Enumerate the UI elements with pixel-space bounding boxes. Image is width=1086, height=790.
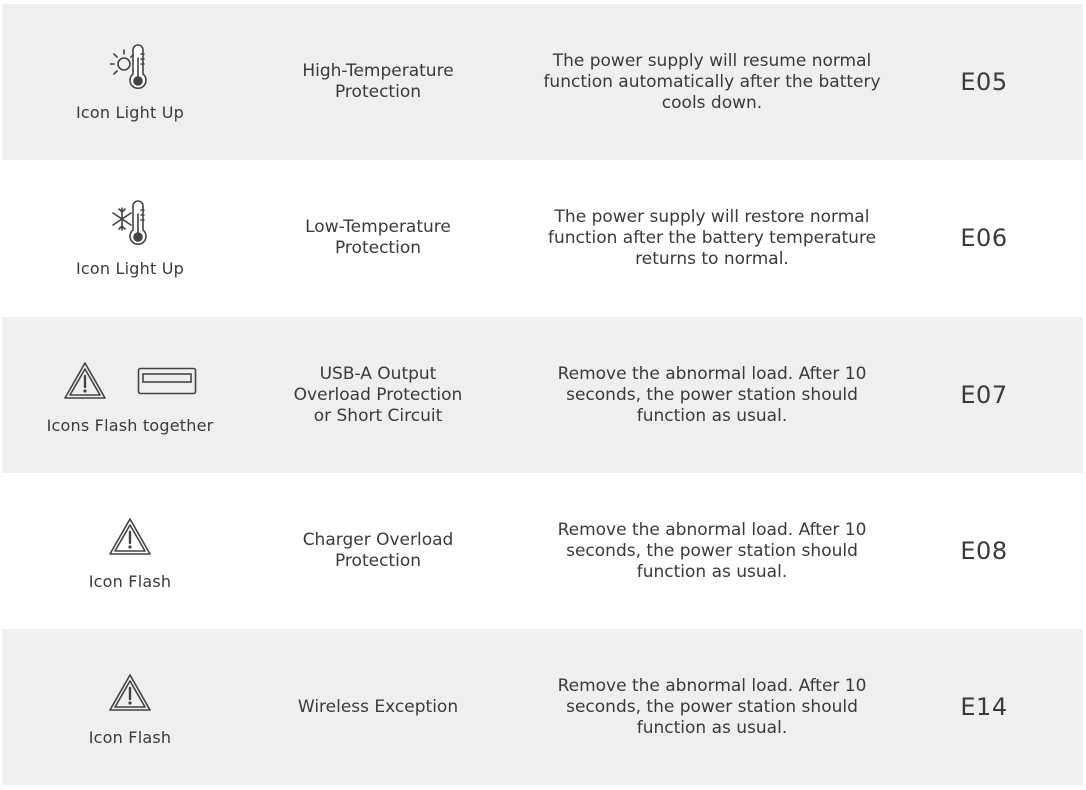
fault-text: High-Temperature Protection <box>302 61 454 102</box>
error-code: E07 <box>960 381 1008 409</box>
usb-a-port-icon <box>137 367 197 395</box>
thermometer-sun-icon <box>110 44 150 92</box>
indicator-cell <box>2 629 258 785</box>
indicator-cell <box>2 160 258 316</box>
solution-cell <box>520 473 904 629</box>
solution-text: Remove the abnormal load. After 10 seconds, the power station should function as usual. <box>557 363 867 426</box>
indicator-label: Icon Light Up <box>75 258 184 278</box>
warning-triangle-icon <box>63 361 107 401</box>
code-cell <box>904 317 1064 473</box>
fault-cell <box>258 160 498 316</box>
table-row <box>2 4 1083 160</box>
fault-cell <box>258 473 498 629</box>
fault-text: Charger Overload Protection <box>302 530 454 571</box>
error-code-table <box>2 4 1083 786</box>
indicator-label: Icons Flash together <box>46 415 214 435</box>
indicator-label: Icon Flash <box>88 727 172 747</box>
fault-text: Wireless Exception <box>297 696 459 717</box>
indicator-cell <box>2 473 258 629</box>
warning-triangle-icon <box>108 673 152 713</box>
code-cell <box>904 4 1064 160</box>
indicator-label: Icon Light Up <box>75 102 184 122</box>
solution-cell <box>520 317 904 473</box>
warning-triangle-icon <box>108 517 152 557</box>
error-code: E05 <box>960 68 1008 96</box>
fault-cell <box>258 4 498 160</box>
fault-cell <box>258 317 498 473</box>
fault-text: Low-Temperature Protection <box>305 217 451 258</box>
indicator-cell <box>2 4 258 160</box>
solution-text: The power supply will restore normal function after the battery temperature returns to normal. <box>547 206 877 269</box>
solution-text: The power supply will resume normal function automatically after the battery cools down. <box>543 50 881 113</box>
fault-text: USB-A Output Overload Protection or Short Circuit <box>293 363 463 426</box>
error-code: E08 <box>960 537 1008 565</box>
solution-text: Remove the abnormal load. After 10 seconds, the power station should function as usual. <box>557 675 867 738</box>
solution-text: Remove the abnormal load. After 10 seconds, the power station should function as usual. <box>557 519 867 582</box>
indicator-label: Icon Flash <box>88 571 172 591</box>
table-row <box>2 160 1083 316</box>
error-code: E14 <box>960 693 1008 721</box>
fault-cell <box>258 629 498 785</box>
table-row <box>2 317 1083 473</box>
solution-cell <box>520 629 904 785</box>
code-cell <box>904 629 1064 785</box>
code-cell <box>904 473 1064 629</box>
solution-cell <box>520 160 904 316</box>
table-row <box>2 473 1083 629</box>
code-cell <box>904 160 1064 316</box>
solution-cell <box>520 4 904 160</box>
error-code: E06 <box>960 224 1008 252</box>
thermometer-snowflake-icon <box>110 200 150 248</box>
table-row <box>2 629 1083 785</box>
indicator-cell <box>2 317 258 473</box>
